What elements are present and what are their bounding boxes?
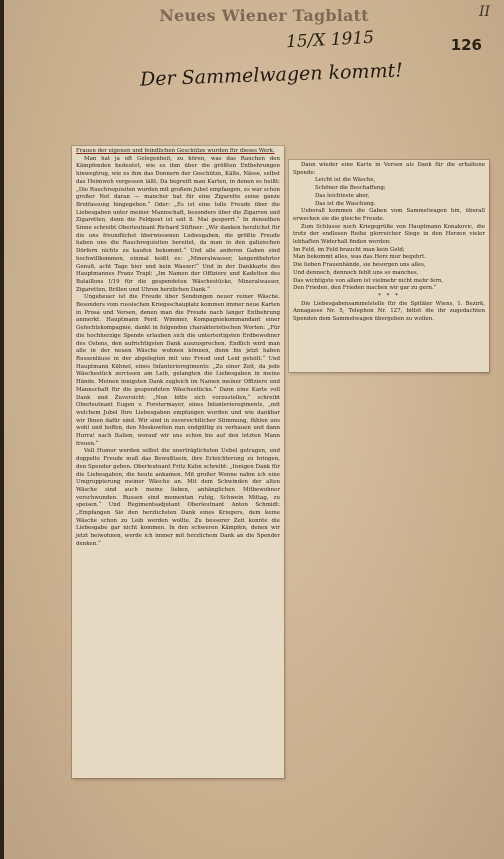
clip-right-para-2: Zum Schlusse noch Kriegsgrüße von Hauptmann Konakovic, die trotz der endlosen Reihe glorreicher Siege in den Herzen vieler lebhaften Widerhall finden werden: [293, 223, 485, 246]
collection-notice: Die Liebesgabensammelstelle für die Spitäler Wiens, 1. Bezirk, Annagasse Nr. 5, Telephon Nr. 127, bittet die ihr zugedachten Spenden dem Sammelwagen übergeben zu wollen. [293, 300, 485, 323]
handwritten-date: 15/X 1915 [285, 27, 375, 53]
verse-2-line: Das wichtigste von allem ist vielmehr nicht mehr fern, [293, 277, 444, 284]
clip-left-para-3: Voll Humor werden selbst die unerträglichsten Uebel getragen, und doppelte Freude muß das Bewußtsein, ihre Erleichterung zu bringen, den Spender geben. Oberleutnant Fritz Kuhn schreibt: „Innigen Dank für die Liebesgaben, die heute ankamen. Mit großer Wonne nahm ich eine Umgruppierung meiner Wäsche an. Mit dem Schwinden der alten Wäsche sind auch meine lieben, anhänglichen Mitbewohner verschwunden. Russen sind momentan ruhig, Schwein Mittag, zu speisen.“ Und Regimentsadjutant Oberleutnant Anton Schmidt: „Empfangen Sie den herzlichsten Dank eines Kriegers, dem keine Wäsche schon zu Leib werden wollte. Zu besserer Zeit konnte die Liebesgabe gar nicht kommen. In den schweren Kämpfen, denen wir jetzt beiwohnen, werde ich immer mit herzlichem Dank an die Spender denken.“ [76, 448, 280, 547]
verse-2-line: Die lieben Frauenhände, sie besorgen uns alles, [293, 262, 426, 269]
verse-1-line: Schöner die Beschaffung; [315, 185, 386, 192]
verse-2-line: Und dennoch, dennoch fehlt uns so manches, [293, 269, 419, 276]
verse-1-line: Leicht ist die Wäsche, [315, 177, 376, 184]
section-divider-stars: * * * [378, 292, 400, 299]
verse-1-line: Das ist die Waschung. [315, 200, 376, 207]
verse-2-line: Den Frieden, den Frieden machen wir gar zu gern.“ [293, 285, 437, 292]
verse-1-line: Das leichteste aber, [315, 192, 370, 199]
handwritten-headline: Der Sammelwagen kommt! [139, 59, 404, 91]
clipping-right-column [289, 160, 489, 372]
verse-2-line: Im Feld, im Feld braucht man kein Geld; [293, 246, 405, 253]
clip-right-para-1: Ueberall kommen die Gaben vom Sammelwagen hin, überall erwecken sie die gleiche Freude. [293, 208, 485, 222]
clip-left-para-2: Ungeheuer ist die Freude über Sendungen neuer reiner Wäsche. Besonders vom russischen Kriegsschauplatz kommen immer neue Karten in Prosa und Versen, denen man die Freude nach langer Entbehrung anmerkt. Hauptmann Ferd. Wimmer, Kompagniekommandant einer Gefechtskompagnie, dankt in folgenden charakteristischen Worten: „Für die hochherzige Spende erlauben sich die untertertigsten Erdbewohner des Ostens, den aufrichtigsten Dank auszusprechen. Endlich wird man alle in der neuen Wäsche wohnen können, denn bis jetzt haben Russenläuse in der abgelegten mit uns Freud und Leid geteilt.“ Und Hauptmann Kühnel, eines Infanterieregiments: „Zu einer Zeit, da jede Wäschestück zerrissen am Leib, gelangten die Liebesgaben in meine Hände. Meinen innigsten Dank zugleich im Namen meiner Offiziere und Mannschaft für die gespendeten Wäschestücke.“ Dann eine Karte voll Dank und Zuversicht: „Nun bitte sich vorzustellen,“ schreibt Oberleutnant Eugen v. Forstermayer, eines Infanterieregiments, „mit welchem Jubel Ihre Liebesgaben empfangen wurden und wie dankbar wir Ihnen dafür sind. Wir sind in zuversichtlicher Stimmung, fühlen uns wohl und hoffen, den Moskowiten nun endgültig zu verhauen und dann Hurra! nach Italien, worauf wir uns schon bis auf den letzten Mann freuen.“ [76, 294, 280, 447]
clip-left-para-0: Frauen der eigenen und feindlichen Geschütze wurden für dieses Werk. [76, 148, 275, 154]
verse-2-line: Man bekommt alles, was das Herz mur begehrt. [293, 254, 426, 261]
newspaper-masthead: Neues Wiener Tagblatt [159, 6, 369, 25]
corner-mark: II [478, 4, 490, 20]
clip-left-para-1: Man hat ja oft Gelegenheit, zu hören, was das Rauchen den Kämpfenden bedeutet, wie es ihm über die größten Entbehrungen hinwegtrug, wie es ihm das Donnern der Geschütze, Kälte, Nässe, selbst das Heimweh vergessen läßt. Da begreift man Karten, in denen es heißt: „Die Rauchrequisiten wurden mit großem Jubel empfangen, es war schon großer Not daran — mancher hat für eine Zigarette seine ganze Brotfassung hingegeben.“ Oder: „Es ist eine tolle Freude über die Liebesgaben unter meiner Mannschaft, besonders über die Zigarren und Zigaretten, denn die Feldpost ist seit 8. Mai gesperrt.“ In denselben Sinne schreibt Oberleutnant Richard Stiftner: „Wir danken herzlichst für die uns freundlichst überwiesenen Liebesgaben, die größte Freude haben uns die Rauchrequisiten bereitet, da man in den galizischen Dörfern nichts zu kaufen bekommt.“ Und alle anderen Gaben sind hochwillkommen, einmal heißt es: „Mineralwasser, langentbehrter Genuß, acht Tage hier und kein Wasser!“ Und in der Dankkarte des Hauptmannes Franz Trapl: „Im Namen der Offiziere und Kadetten des Bataillons I/19 für die gespendeten Wäschestücke, Mineralwasser, Zigaretten, Brillen und Uhren herzlichen Dank.“ [76, 155, 280, 293]
clip-right-intro: Dann wieder eine Karte in Versen als Dank für die erhaltene Spende: [293, 162, 485, 176]
clipping-left-column [72, 146, 284, 778]
page-number: 126 [450, 36, 482, 54]
